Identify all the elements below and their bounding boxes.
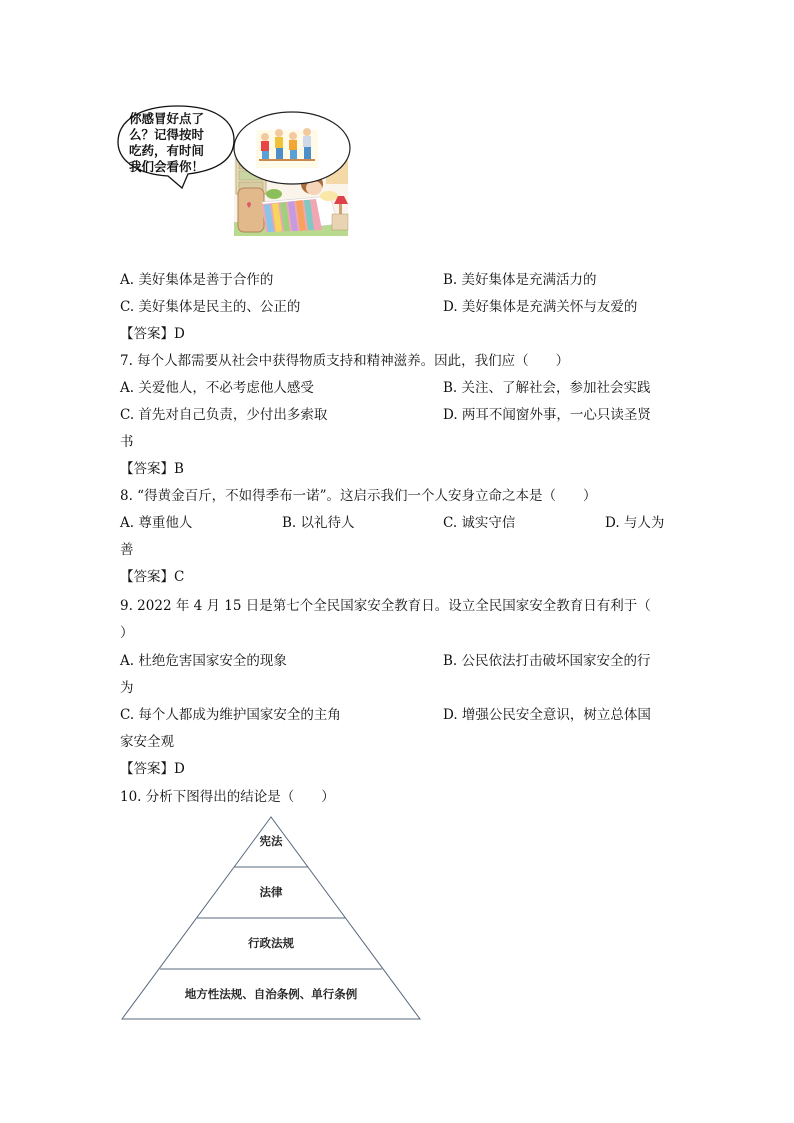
q8-option-a: A. 尊重他人: [120, 515, 193, 531]
speech-bubble-text: [129, 111, 229, 175]
q9-option-b: B. 公民依法打击破坏国家安全的行: [443, 653, 651, 669]
pyramid-level-administrative-regulations: 行政法规: [248, 936, 294, 950]
q9-answer: 【答案】D: [120, 761, 185, 777]
q7-option-b: B. 关注、了解社会，参加社会实践: [443, 380, 651, 396]
q6-option-a: A. 美好集体是善于合作的: [120, 272, 274, 288]
q7-answer: 【答案】B: [120, 461, 184, 477]
q9-option-c: C. 每个人都成为维护国家安全的主角: [120, 707, 341, 723]
q7-stem: 7. 每个人都需要从社会中获得物质支持和精神滋养。因此，我们应（ ）: [120, 353, 570, 369]
q8-option-d: D. 与人为: [605, 515, 665, 531]
q7-option-d: D. 两耳不闻窗外事，一心只读圣贤: [443, 407, 651, 423]
pyramid-level-law: 法律: [259, 885, 283, 899]
q6-option-b: B. 美好集体是充满活力的: [443, 272, 597, 288]
q8-option-d-continued: 善: [120, 542, 134, 558]
q8-stem: 8. “得黄金百斤，不如得季布一诺”。这启示我们一个人安身立命之本是（ ）: [120, 488, 597, 504]
q9-option-b-continued: 为: [120, 680, 134, 696]
q7-option-c: C. 首先对自己负责，少付出多索取: [120, 407, 328, 423]
q10-stem: 10. 分析下图得出的结论是（ ）: [120, 789, 335, 805]
q8-option-b: B. 以礼待人: [282, 515, 355, 531]
q6-option-d: D. 美好集体是充满关怀与友爱的: [443, 299, 638, 315]
q6-illustration: [116, 104, 352, 238]
q9-option-d-continued: 家安全观: [120, 734, 174, 750]
bubble-line-4: 我们会看你！: [129, 159, 205, 174]
pyramid-level-local-regulations: 地方性法规、自治条例、单行条例: [184, 987, 358, 1001]
q8-option-c: C. 诚实守信: [443, 515, 516, 531]
q7-option-a: A. 关爱他人，不必考虑他人感受: [120, 380, 314, 396]
q7-option-d-continued: 书: [120, 434, 134, 450]
bubble-line-3: 吃药，有时间: [129, 143, 205, 158]
law-hierarchy-pyramid: [120, 815, 422, 1021]
q9-stem-continued: ）: [120, 625, 134, 641]
q9-stem: 9. 2022 年 4 月 15 日是第七个全民国家安全教育日。设立全民国家安全教育日有利于（: [120, 598, 651, 614]
q9-option-a: A. 杜绝危害国家安全的现象: [120, 653, 287, 669]
pyramid-level-constitution: 宪法: [259, 834, 283, 848]
q6-option-c: C. 美好集体是民主的、公正的: [120, 299, 301, 315]
bubble-line-1: 你感冒好点了: [129, 111, 205, 126]
q8-answer: 【答案】C: [120, 569, 185, 585]
bubble-line-2: 么？记得按时: [129, 127, 205, 142]
q9-option-d: D. 增强公民安全意识，树立总体国: [443, 707, 651, 723]
q6-answer: 【答案】D: [120, 326, 185, 342]
